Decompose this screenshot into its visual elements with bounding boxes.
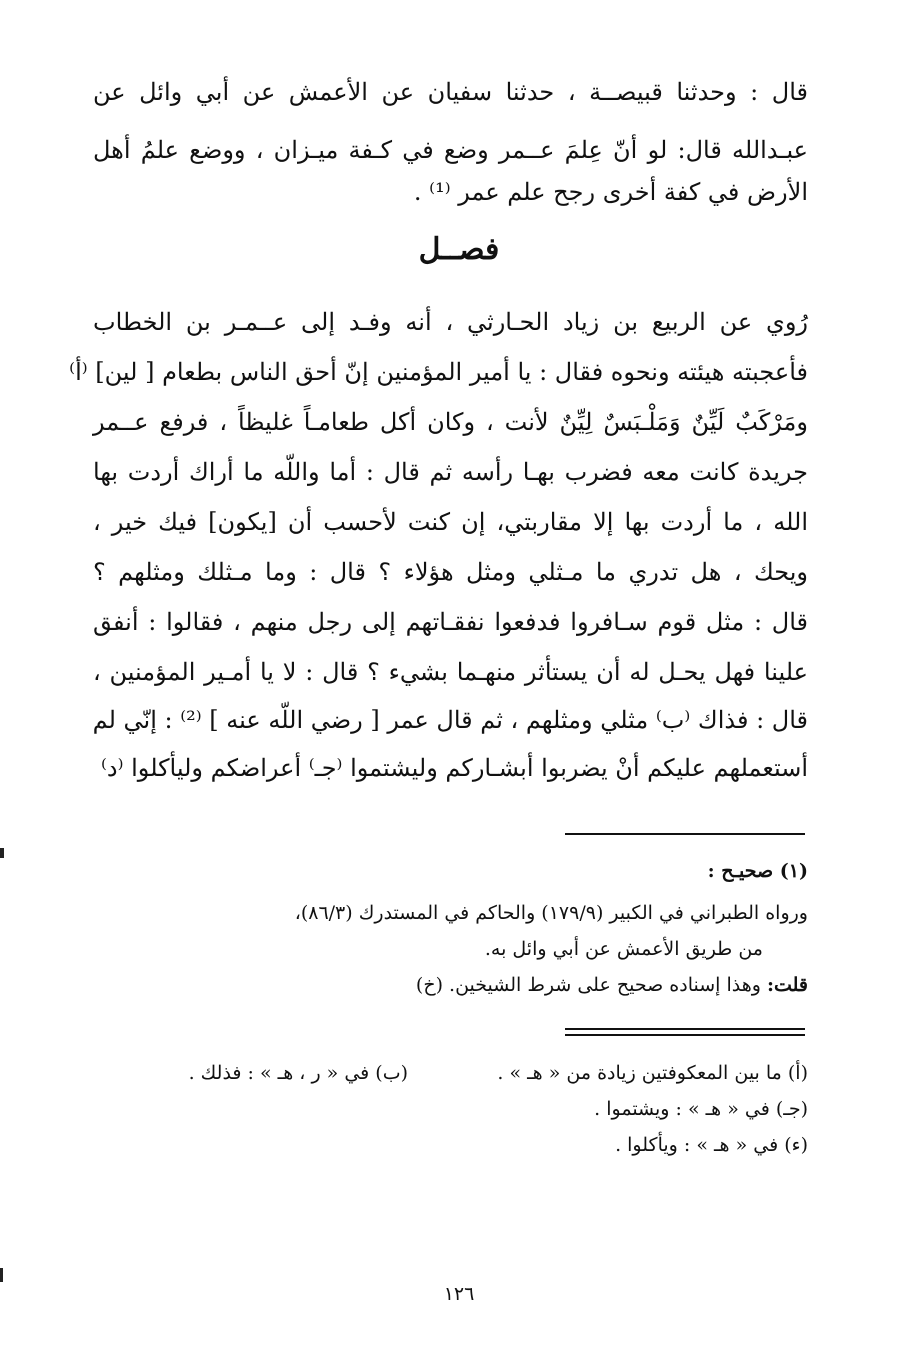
variant-note-b: (ب) في « ر ، هـ » : فذلك . [188,1062,408,1084]
page-number: ١٢٦ [443,1283,475,1305]
footnote-qult-line [416,970,808,1000]
footnote-separator [565,833,805,835]
text-line: ومَرْكَبٌ لَيِّنٌ وَمَلْـبَسٌ لِيِّنٌ لأنت ، وكان أكل طعامـاً غليظاً ، فرفع عــمر [93,408,808,436]
text-line: ويحك ، هل تدري ما مـثلي ومثل هؤلاء ؟ قال : وما مـثلك ومثلهم ؟ [93,558,808,586]
section-title: فصــل [418,232,500,267]
variant-note-c: (جـ) في « هـ » : ويشتموا . [594,1098,808,1120]
variant-note-a: (أ) ما بين المعكوفتين زيادة من « هـ » . [497,1062,808,1084]
text-line: الأرض في كفة أخرى رجح علم عمر ⁽¹⁾ . [413,178,808,206]
variants-separator-bottom [565,1034,805,1036]
qult-text: وهذا إسناده صحيح على شرط الشيخين. (خ) [415,974,761,996]
text-line: جريدة كانت معه فضرب بهـا رأسه ثم قال : أما واللّه ما أراك أردت بها [93,458,808,486]
text-line: قال : وحدثنا قبيصــة ، حدثنا سفيان عن الأعمش عن أبي وائل عن [93,78,808,106]
text-line: علينا فهل يحـل له أن يستأثر منهـما بشيء ؟ قال : لا يا أمـير المؤمنين ، [93,658,808,686]
variants-separator-top [565,1028,805,1030]
text-line: الله ، ما أردت بها إلا مقاربتي، إن كنت لأحسب أن [يكون] فيك خير ، [93,508,808,536]
text-line: قال : مثل قوم سـافروا فدفعوا نفقـاتهم إلى رجل منهم ، فقالوا : أنفق [93,608,808,636]
footnote-line: من طريق الأعمش عن أبي وائل به. [484,938,763,960]
footnote-line: ورواه الطبراني في الكبير (١٧٩/٩) والحاكم في المستدرك (٨٦/٣)، [294,902,808,924]
qult-label: قلت: [766,974,808,996]
text-line: قال : فذاك ⁽ب⁾ مثلي ومثلهم ، ثم قال عمر [ رضي اللّه عنه ] ⁽²⁾ : إنّي لم [92,706,808,734]
text-line: عبـدالله قال: لو أنّ عِلمَ عــمر وضع في كـفة ميـزان ، ووضع علمُ أهل [93,136,809,164]
scan-mark [0,848,4,858]
text-line: فأعجبته هيئته ونحوه فقال : يا أمير المؤمنين إنّ أحق الناس بطعام [ لين] ⁽أ⁾ [69,358,808,386]
footnote-grading-label: (١) صحيـح : [707,860,808,882]
scan-mark [0,1268,3,1282]
text-line: أستعملهم عليكم أنْ يضربوا أبشـاركم وليشتموا ⁽جـ⁾ أعراضكم وليأكلوا ⁽د⁾ [101,754,808,782]
text-line: رُوي عن الربيع بن زياد الحـارثي ، أنه وفـد إلى عــمـر بن الخطاب [93,308,808,336]
variant-note-d: (ء) في « هـ » : ويأكلوا . [615,1134,808,1156]
